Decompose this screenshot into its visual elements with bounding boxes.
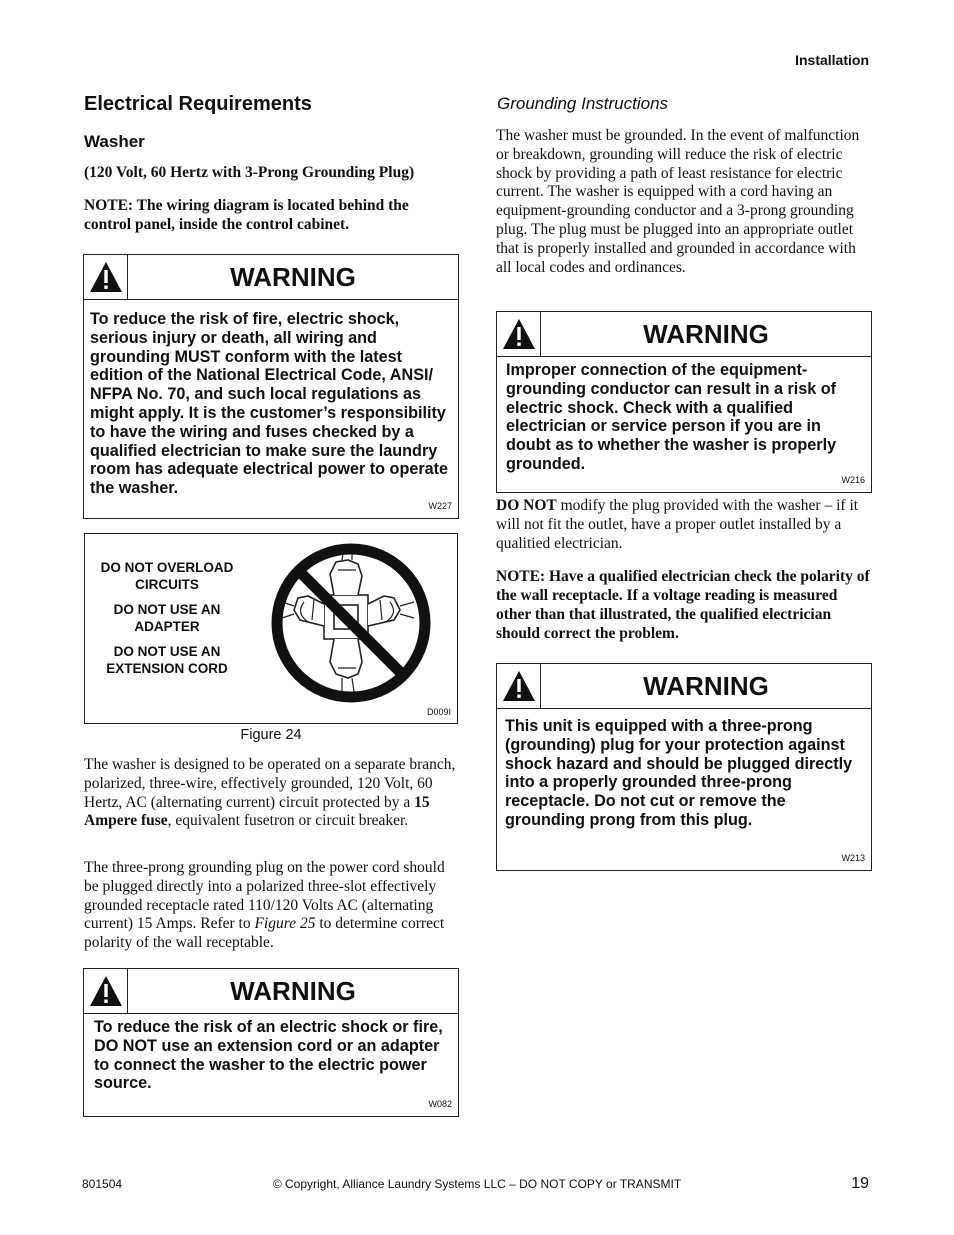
plug-modify-paragraph xyxy=(496,497,872,553)
warning-text: This unit is equipped with a three-prong (grounding) plug for your protection against shock hazard and should be plugged directly into a properly grounded three-prong receptacle. Do not cut or remove the grounding prong from this plug. xyxy=(505,717,853,829)
circuit-text-end: , equivalent fusetron or circuit breaker. xyxy=(167,812,409,830)
fuse-rating: 15 Ampere fuse xyxy=(84,793,430,830)
grounding-paragraph: The washer must be grounded. In the event of malfunction or breakdown, grounding will reduce the risk of electric shock by providing a path of least resistance for electric current. The washer is equipped with a cord having an equipment-grounding conductor and a 3-prong grounding plug. The plug must be plugged into an appropriate outlet that is properly installed and grounded in accordance with all local codes and ordinances. xyxy=(496,127,860,276)
do-not-emphasis: DO NOT xyxy=(496,497,557,514)
warning-code: W216 xyxy=(841,475,865,485)
page-title: Electrical Requirements xyxy=(84,93,312,115)
plug-text-end: to determine correct polarity of the wall receptable. xyxy=(84,915,445,952)
warning-box-w213 xyxy=(496,663,872,871)
plug-paragraph xyxy=(84,859,460,953)
warning-box-w227 xyxy=(83,254,459,519)
figure-24-box xyxy=(84,533,458,724)
warning-title: WARNING xyxy=(643,319,769,349)
figure-caption: Figure 24 xyxy=(240,727,302,743)
section-subtitle: Washer xyxy=(84,132,145,151)
plug-modify-text: modify the plug provided with the washer – if it will not fit the outlet, have a proper outlet installed by a qualitied electrician. xyxy=(496,497,859,552)
prohibited-plug-adapter-icon xyxy=(264,540,438,706)
running-header: Installation xyxy=(795,52,869,68)
warning-text: To reduce the risk of fire, electric shock, serious injury or death, all wiring and grounding MUST conform with the latest edition of the National Electrical Code, ANSI/ NFPA No. 70, and such local regulations as might apply. It is the customer’s responsibility to have the wiring and fuses checked by a qualified electrician to make sure the laundry room has adequate electrical power to operate the washer. xyxy=(90,310,449,498)
warning-triangle-icon xyxy=(497,664,541,708)
warning-triangle-icon xyxy=(84,969,128,1013)
warning-title: WARNING xyxy=(230,976,356,1006)
warning-code: W213 xyxy=(841,853,865,863)
figure-label-extension: DO NOT USE AN EXTENSION CORD xyxy=(106,644,228,676)
warning-triangle-icon xyxy=(497,312,541,356)
warning-triangle-icon xyxy=(84,255,128,299)
warning-box-w082 xyxy=(83,968,459,1117)
warning-box-w216 xyxy=(496,311,872,493)
warning-title: WARNING xyxy=(230,262,356,292)
warning-header xyxy=(497,312,871,357)
warning-code: W227 xyxy=(428,501,452,511)
figure-code: D009I xyxy=(426,707,451,717)
plug-text-start: The three-prong grounding plug on the power cord should be plugged directly into a polarized three-slot effectively grounded receptacle rated 110/120 Volts AC (alternating current) 15 Amps. Refer to xyxy=(84,859,445,933)
warning-code: W082 xyxy=(428,1099,452,1109)
circuit-paragraph xyxy=(84,756,460,831)
warning-text: Improper connection of the equipment-grounding conductor can result in a risk of electric shock. Check with a qualified electrician or service person if you are in doubt as to whether the washer is properly grounded. xyxy=(506,361,837,473)
page-number: 19 xyxy=(851,1175,869,1192)
wiring-note: NOTE: The wiring diagram is located behind the control panel, inside the control cabinet. xyxy=(84,197,409,233)
copyright-notice: © Copyright, Alliance Laundry Systems LLC – DO NOT COPY or TRANSMIT xyxy=(272,1177,682,1191)
warning-text: To reduce the risk of an electric shock or fire, DO NOT use an extension cord or an adapter to connect the washer to the electric power source. xyxy=(94,1018,443,1093)
figure-25-reference: Figure 25 xyxy=(254,915,316,933)
grounding-heading: Grounding Instructions xyxy=(497,94,669,113)
figure-label-overload: DO NOT OVERLOAD CIRCUITS xyxy=(100,560,234,592)
warning-header xyxy=(84,969,458,1014)
spec-line: (120 Volt, 60 Hertz with 3-Prong Grounding Plug) xyxy=(84,164,415,181)
figure-label-adapter: DO NOT USE AN ADAPTER xyxy=(113,602,221,634)
warning-title: WARNING xyxy=(643,671,769,701)
warning-header xyxy=(84,255,458,300)
document-number: 801504 xyxy=(82,1177,123,1191)
circuit-text-start: The washer is designed to be operated on a separate branch, polarized, three-wire, effectively grounded, 120 Volt, 60 Hertz, AC (alternating current) circuit protected by a xyxy=(84,756,456,811)
polarity-note: NOTE: Have a qualified electrician check the polarity of the wall receptacle. If a voltage reading is measured other than that illustrated, the qualified electrician should correct the problem. xyxy=(496,568,870,642)
warning-header xyxy=(497,664,871,709)
